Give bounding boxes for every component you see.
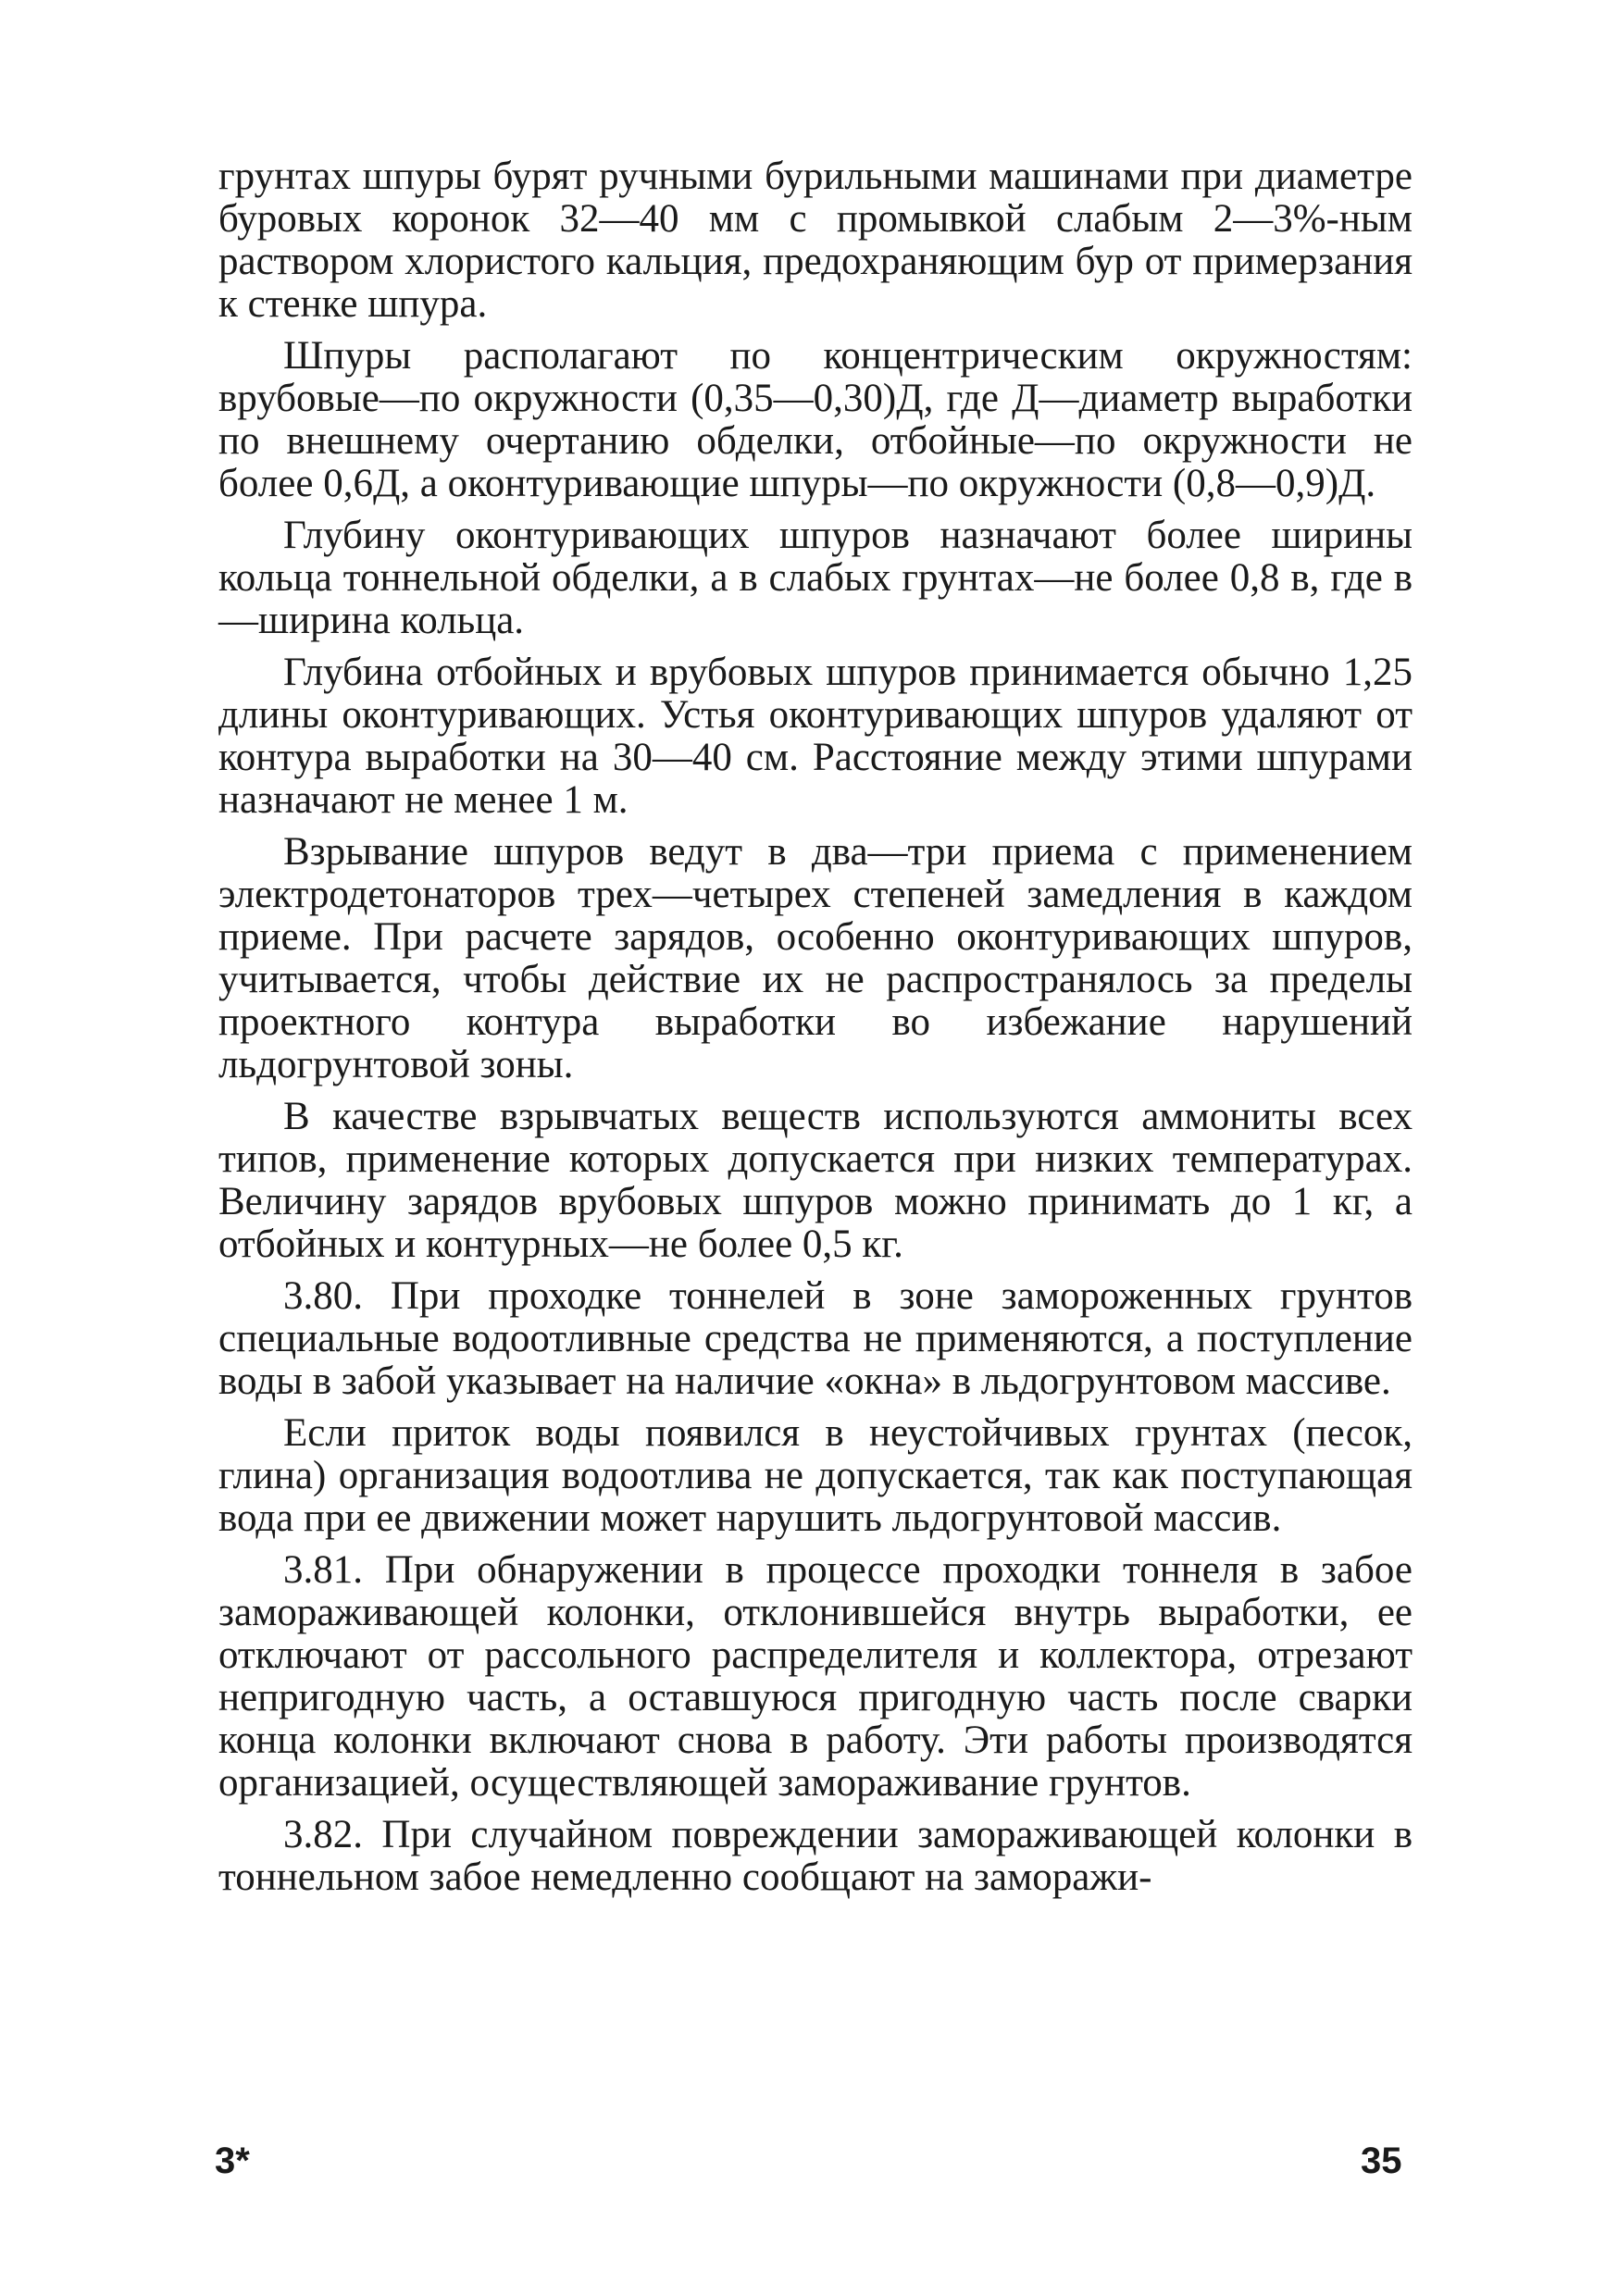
paragraph-3-82: 3.82. При случайном повреждении замораживающей колонки в тоннельном забое немедленно сообщают на заморажи-	[218, 1813, 1413, 1899]
page-number: 35	[1361, 2141, 1402, 2181]
paragraph-relief-depth: Глубина отбойных и врубовых шпуров принимается обычно 1,25 длины оконтуривающих. Устья оконтуривающих шпуров удаляют от контура выработки на 30—40 см. Расстояние между этими шпурами назначают не менее 1 м.	[218, 651, 1413, 822]
paragraph-continuation: грунтах шпуры бурят ручными бурильными машинами при диаметре буровых коронок 32—40 мм с промывкой слабым 2—3%-ным раствором хлористого кальция, предохраняющим бур от примерзания к стенке шпура.	[218, 155, 1413, 326]
paragraph-3-80: 3.80. При проходке тоннелей в зоне замороженных грунтов специальные водоотливные средства не применяются, а поступление воды в забой указывает на наличие «окна» в льдогрунтовом массиве.	[218, 1274, 1413, 1403]
body-text	[218, 155, 1413, 1908]
paragraph-blasting: Взрывание шпуров ведут в два—три приема с применением электродетонаторов трех—четырех степеней замедления в каждом приеме. При расчете зарядов, особенно оконтуривающих шпуров, учитывается, чтобы действие их не распространялось за пределы проектного контура выработки во избежание нарушений льдогрунтовой зоны.	[218, 830, 1413, 1086]
paragraph-explosives: В качестве взрывчатых веществ используются аммониты всех типов, применение которых допускается при низких температурах. Величину зарядов врубовых шпуров можно принимать до 1 кг, а отбойных и контурных—не более 0,5 кг.	[218, 1095, 1413, 1266]
paragraph-shpury-placement: Шпуры располагают по концентрическим окружностям: врубовые—по окружности (0,35—0,30)Д, где Д—диаметр выработки по внешнему очертанию обделки, отбойные—по окружности не более 0,6Д, а оконтуривающие шпуры—по окружности (0,8—0,9)Д.	[218, 334, 1413, 505]
paragraph-water-inflow: Если приток воды появился в неустойчивых грунтах (песок, глина) организация водоотлива не допускается, так как поступающая вода при ее движении может нарушить льдогрунтовой массив.	[218, 1411, 1413, 1540]
paragraph-3-81: 3.81. При обнаружении в процессе проходки тоннеля в забое замораживающей колонки, отклонившейся внутрь выработки, ее отключают от рассольного распределителя и коллектора, отрезают непригодную часть, а оставшуюся пригодную часть после сварки конца колонки включают снова в работу. Эти работы производятся организацией, осуществляющей замораживание грунтов.	[218, 1548, 1413, 1805]
signature-mark: 3*	[215, 2141, 250, 2181]
paragraph-contour-depth: Глубину оконтуривающих шпуров назначают более ширины кольца тоннельной обделки, а в слабых грунтах—не более 0,8 в, где в—ширина кольца.	[218, 514, 1413, 642]
